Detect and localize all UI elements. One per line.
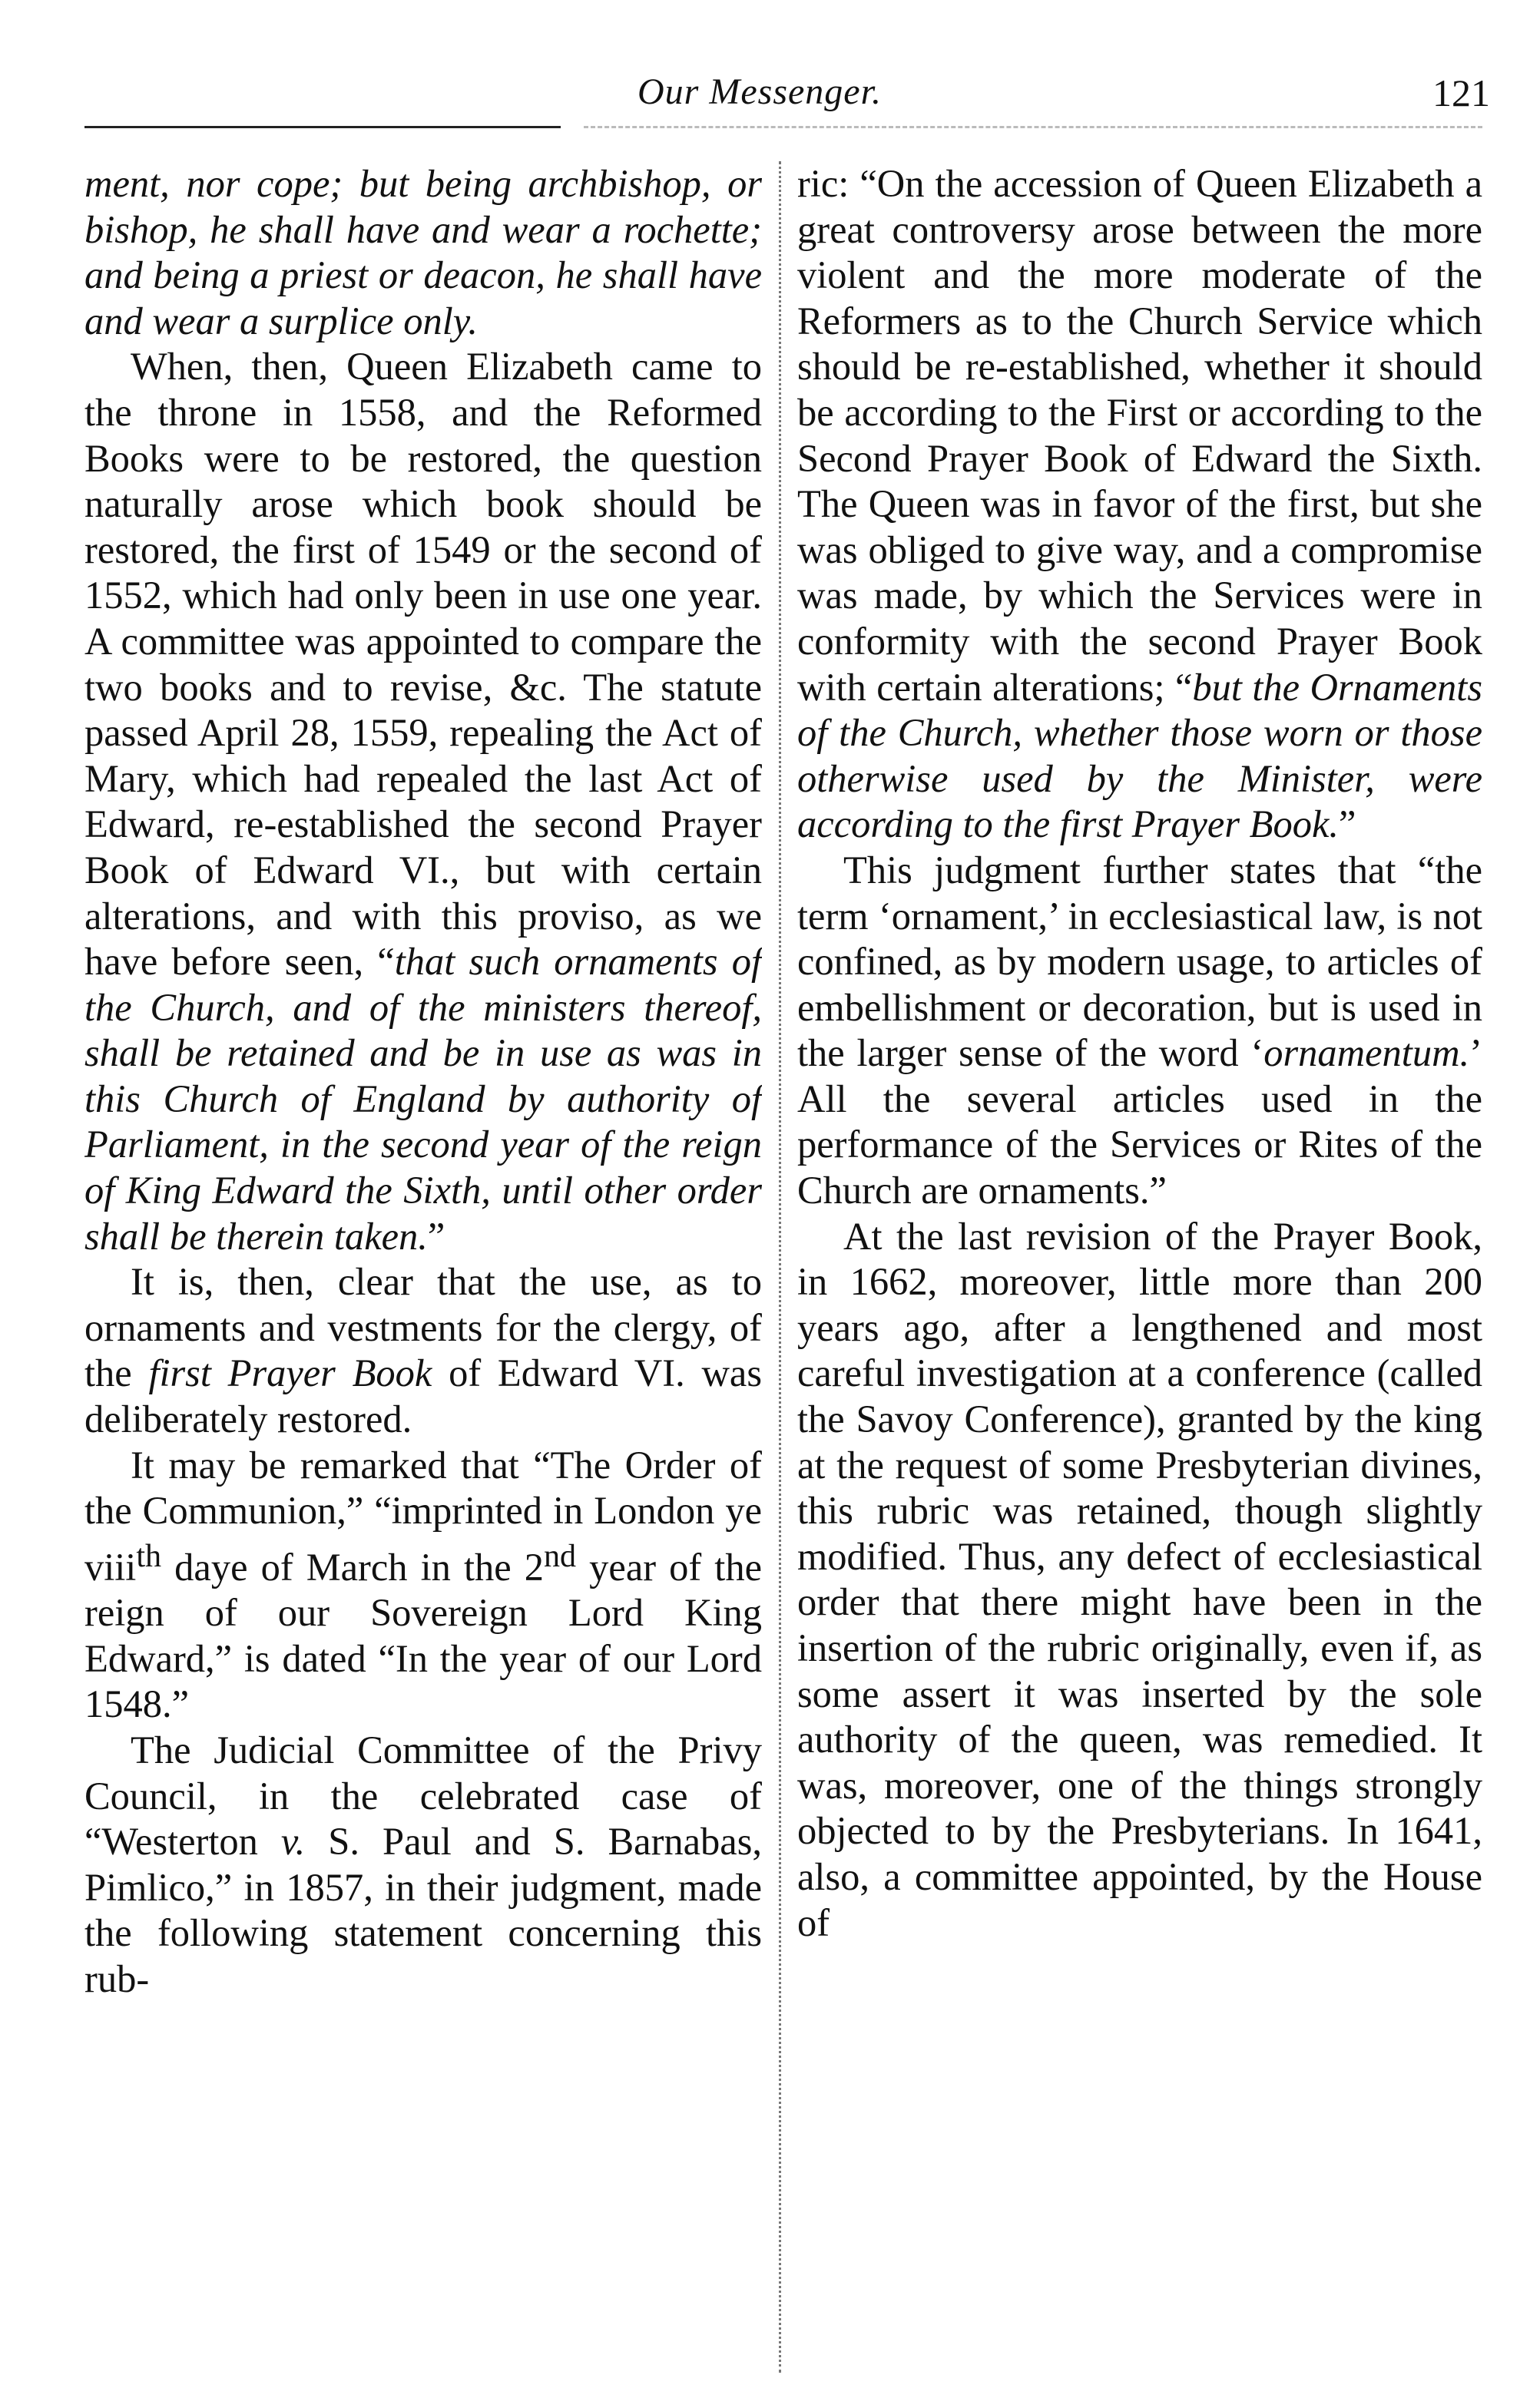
page-number: 121	[1432, 71, 1490, 114]
paragraph	[84, 1728, 762, 2003]
paragraph-text: daye of March in the 2	[161, 1545, 544, 1589]
paragraph-text: ric: “On the accession of Queen Elizabeth a great controversy arose between the more violent and the more moderate of the Reformers as to the Church Service which should be re-established, whether it should be according to the First or according to the Second Prayer Book of Edward the Sixth. The Queen was in favor of the first, but she was obliged to give way, and a compromise was made, by which the Services were in conformity with the second Prayer Book with certain alterations; “	[797, 162, 1482, 709]
paragraph-text: It may be remarked that “The Order of the Communion,” “imprinted in London ye viii	[84, 1443, 762, 1589]
header-rule	[84, 126, 561, 128]
paragraph-text: When, then, Queen Elizabeth came to the throne in 1558, and the Reformed Books were to be restored, the question naturally arose which book should be restored, the first of 1549 or the second of 1552, which had only been in use one year. A committee was appointed to compare the two books and to revise, &c. The statute passed April 28, 1559, repealing the Act of Mary, which had repealed the last Act of Edward, re-established the second Prayer Book of Edward VI., but with certain alterations, and with this proviso, as we have before seen, “	[84, 345, 762, 984]
paragraph	[84, 344, 762, 1259]
right-column	[797, 161, 1482, 2388]
quoted-statute: that such ornaments of the Church, and of the ministers thereof, shall be retained and be in use as was in this Church of England by authority of Parliament, in the second year of the reign of King Edward the Sixth, until other order shall be therein taken.	[84, 940, 762, 1258]
superscript: nd	[544, 1538, 577, 1574]
superscript: th	[136, 1538, 162, 1574]
paragraph-text: At the last revision of the Prayer Book, in 1662, moreover, little more than 200 years ago, after a lengthened and most careful investigation at a conference (called the Savoy Conference), granted by the king at the request of some Presbyterian divines, this rubric was retained, though slightly modified. Thus, any defect of ecclesiastical order that there might have been in the insertion of the rubric originally, even if, as some assert it was inserted by the sole authority of the queen, was remedied. It was, moreover, one of the things strongly objected to by the Presbyterians. In 1641, also, a committee appointed, by the House of	[797, 1214, 1482, 1944]
paragraph	[84, 1259, 762, 1442]
paragraph-text: of Edward VI. was deliberately restored.	[84, 1351, 762, 1441]
running-title: Our Messenger.	[638, 71, 882, 112]
emphasis-text: ornamentum.	[1263, 1031, 1470, 1075]
header-rule-dashed	[584, 126, 1482, 128]
quoted-judgment: but the Ornaments of the Church, whether those worn or those otherwise used by the Minister, were according to the first Prayer Book.	[797, 665, 1482, 846]
left-column	[84, 161, 762, 2388]
paragraph-text: year of the reign of our Sovereign Lord King Edward,” is dated “In the year of our Lord 1548.”	[84, 1545, 762, 1726]
paragraph-text: ’ All the several articles used in the performance of the Services or Rites of the Church are ornaments.”	[797, 1031, 1482, 1212]
page-header	[84, 71, 1490, 117]
closing-quote: ”	[427, 1214, 445, 1258]
paragraph	[797, 161, 1482, 848]
paragraph	[84, 161, 762, 344]
paragraph	[797, 1214, 1482, 1947]
paragraph-text: S. Paul and S. Barnabas, Pimlico,” in 1857, in their judgment, made the following statement concerning this rub-	[84, 1820, 762, 2000]
paragraph	[797, 848, 1482, 1214]
emphasis-text: first Prayer Book	[148, 1351, 432, 1395]
paragraph-text: This judgment further states that “the term ‘ornament,’ in ecclesiastical law, is not confined, as by modern usage, to articles of embellishment or decoration, but is used in the larger sense of the word ‘	[797, 848, 1482, 1075]
paragraph	[84, 1443, 762, 1728]
paragraph-text: ment, nor cope; but being archbishop, or bishop, he shall have and wear a rochette; and being a priest or deacon, he shall have and wear a surplice only.	[84, 162, 762, 342]
paragraph-text: It is, then, clear that the use, as to ornaments and vestments for the clergy, of the	[84, 1260, 762, 1395]
closing-quote: ”	[1339, 802, 1356, 846]
paragraph-text: The Judicial Committee of the Privy Council, in the celebrated case of “Westerton	[84, 1728, 762, 1864]
emphasis-text: v.	[280, 1820, 306, 1864]
column-divider	[779, 161, 781, 2373]
